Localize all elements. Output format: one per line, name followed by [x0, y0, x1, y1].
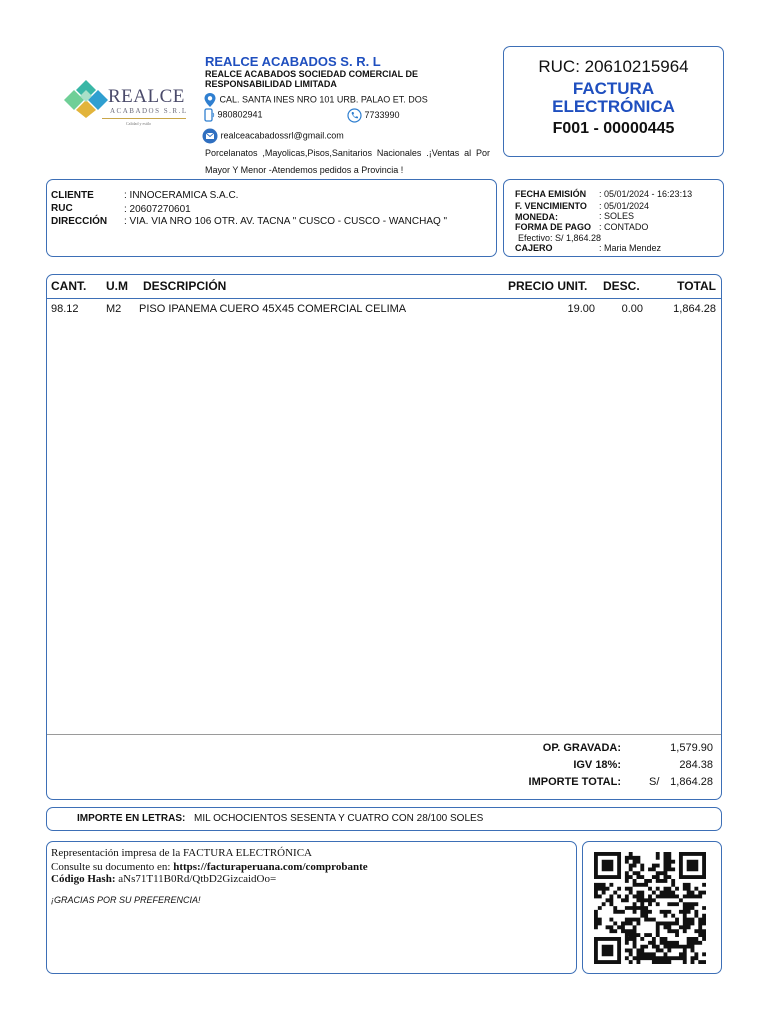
client-label: CLIENTE — [51, 190, 94, 201]
issue-date-value: : 05/01/2024 - 16:23:13 — [599, 189, 693, 199]
company-description: Porcelanatos ,Mayolicas,Pisos,Sanitarios Nacionales .¡Ventas al Por Mayor Y Menor -Atendemos pedidos a Provincia ! — [205, 148, 490, 175]
footer-thanks: ¡GRACIAS POR SU PREFERENCIA! — [51, 895, 201, 905]
row-total: 1,864.28 — [673, 303, 716, 315]
cashier-value: : Maria Mendez — [599, 243, 662, 253]
client-ruc-label: RUC — [51, 203, 73, 214]
issuer-ruc: RUC: 20610215964 — [538, 57, 689, 76]
logo-tagline: Calidad y estilo — [126, 121, 152, 126]
due-date-label: F. VENCIMIENTO — [515, 201, 587, 211]
payment-method-value: : CONTADO — [599, 222, 649, 232]
company-phone-row — [347, 108, 400, 123]
igv-label: IGV 18%: — [573, 759, 621, 771]
logo-subtitle: ACABADOS S.R.L — [110, 107, 188, 115]
row-quantity: 98.12 — [51, 303, 79, 315]
amount-in-words-label: IMPORTE EN LETRAS: — [77, 813, 186, 824]
items-table-box — [46, 274, 722, 800]
mobile-phone-icon — [203, 108, 215, 122]
footer-consult-row — [51, 861, 368, 873]
footer-representation: Representación impresa de la FACTURA ELECTRÓNICA — [51, 847, 312, 859]
footer-consult-url[interactable]: https://facturaperuana.com/comprobante — [173, 861, 368, 873]
document-type-line1: FACTURA — [572, 79, 655, 98]
total-currency: S/ — [649, 776, 660, 788]
row-unit-price: 19.00 — [567, 303, 595, 315]
company-mobile: 980802941 — [217, 109, 263, 120]
logo-divider — [102, 118, 186, 119]
header-description: DESCRIPCIÓN — [143, 279, 227, 293]
client-ruc-value: : 20607270601 — [124, 204, 191, 215]
header-discount: DESC. — [603, 279, 640, 293]
phone-icon — [347, 108, 362, 123]
footer-consult-prefix: Consulte su documento en: — [51, 861, 174, 873]
row-description: PISO IPANEMA CUERO 45X45 COMERCIAL CELIMA — [139, 303, 407, 315]
total-amount-value: 1,864.28 — [670, 776, 713, 788]
cashier-label: CAJERO — [515, 243, 553, 253]
taxable-amount-value: 1,579.90 — [670, 742, 713, 754]
currency-label: MONEDA: — [515, 212, 558, 222]
footer-hash-label: Código Hash: — [51, 873, 119, 885]
header-unit-price: PRECIO UNIT. — [508, 279, 588, 293]
company-email-row — [202, 128, 344, 144]
taxable-amount-label: OP. GRAVADA: — [542, 742, 621, 754]
total-amount-label: IMPORTE TOTAL: — [528, 776, 621, 788]
row-unit: M2 — [106, 303, 122, 315]
header-quantity: CANT. — [51, 279, 87, 293]
company-email: realceacabadossrl@gmail.com — [220, 130, 344, 141]
logo-word: REALCE — [108, 86, 185, 107]
footer-hash-row — [51, 873, 276, 885]
company-name: REALCE ACABADOS S. R. L — [205, 54, 381, 69]
company-mobile-row — [203, 108, 263, 122]
footer-hash-value: aNs71T11B0Rd/QtbD2GizcaidOo= — [118, 873, 277, 885]
logo-diamond-icon — [64, 78, 108, 118]
issue-date-label: FECHA EMISIÓN — [515, 189, 587, 199]
document-type-line2: ELECTRÓNICA — [552, 97, 675, 116]
client-address-label: DIRECCIÓN — [51, 216, 108, 227]
header-unit: U.M — [106, 279, 128, 293]
location-pin-icon — [203, 92, 217, 108]
company-address-row — [203, 92, 428, 108]
header-total: TOTAL — [677, 279, 716, 293]
payment-method-label: FORMA DE PAGO — [515, 222, 591, 232]
currency-value: : SOLES — [599, 211, 635, 221]
client-address-value: : VIA. VIA NRO 106 OTR. AV. TACNA " CUSCO - CUSCO - WANCHAQ " — [124, 216, 448, 227]
company-logo — [64, 78, 194, 128]
amount-in-words-value: MIL OCHOCIENTOS SESENTA Y CUATRO CON 28/100 SOLES — [194, 813, 484, 824]
totals-divider — [47, 734, 721, 735]
company-phone: 7733990 — [364, 109, 400, 120]
company-address: CAL. SANTA INES NRO 101 URB. PALAO ET. DOS — [219, 94, 428, 105]
row-discount: 0.00 — [621, 303, 643, 315]
igv-value: 284.38 — [679, 759, 713, 771]
email-icon — [202, 128, 218, 144]
company-legal-name-1: REALCE ACABADOS SOCIEDAD COMERCIAL DE — [205, 69, 419, 79]
document-info-box — [503, 46, 724, 157]
table-header-divider — [47, 298, 721, 299]
qr-code-icon — [591, 852, 709, 964]
cash-amount: Efectivo: S/ 1,864.28 — [518, 233, 602, 243]
document-number: F001 - 00000445 — [552, 120, 675, 137]
due-date-value: : 05/01/2024 — [599, 201, 650, 211]
company-legal-name-2: RESPONSABILIDAD LIMITADA — [205, 79, 337, 89]
client-value: : INNOCERAMICA S.A.C. — [124, 190, 239, 201]
